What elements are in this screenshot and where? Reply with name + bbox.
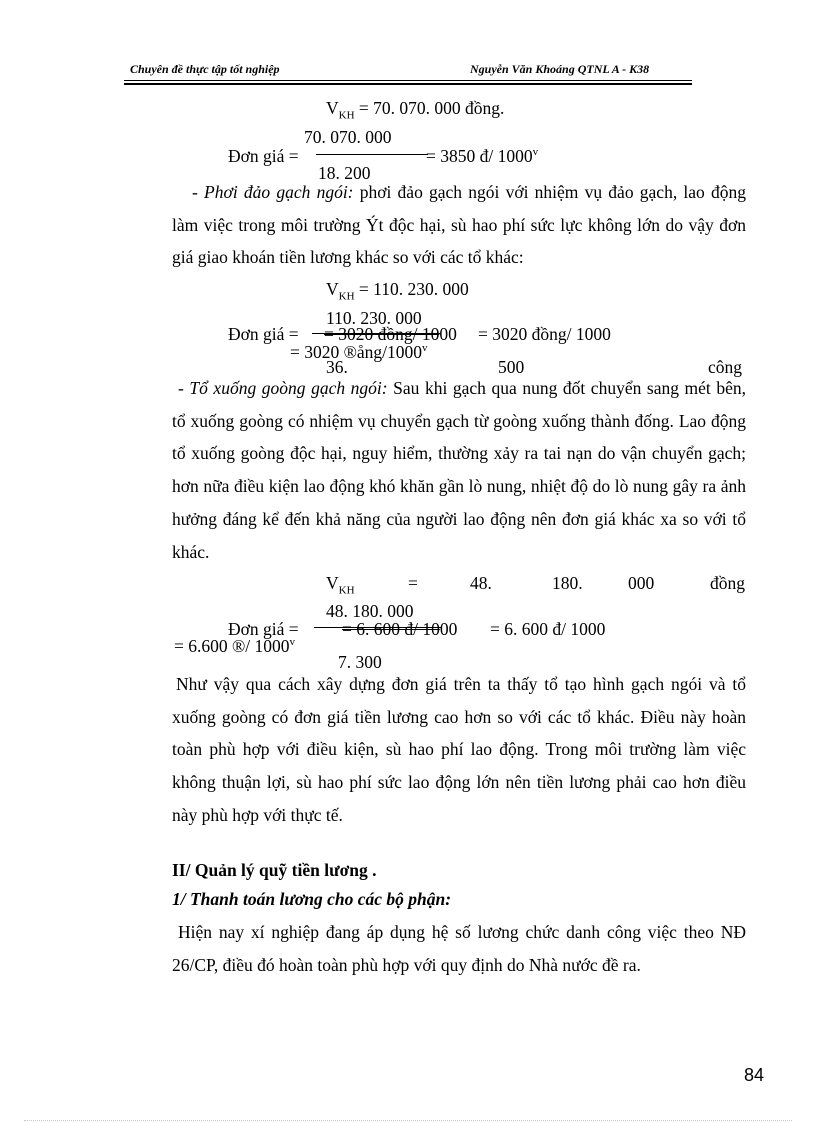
paragraph-phoi-dao — [172, 176, 746, 274]
fraction-denominator: 18. 200 — [318, 163, 371, 183]
struck-result: = 3020 đồng/ 1000 — [324, 324, 457, 344]
paragraph-lead: - Tổ xuống goòng gạch ngói: — [178, 378, 388, 398]
denominator-right: công — [708, 357, 743, 377]
don-gia-second-line: = 3020 ®ång/1000$^v$ — [290, 342, 428, 362]
paragraph-he-so-luong: Hiện nay xí nghiệp đang áp dụng hệ số lương chức danh công việc theo NĐ 26/CP, điều đó hoàn toàn phù hợp với quy định do Nhà nước đề ra. — [172, 922, 746, 975]
vkh-part-1: 48. — [470, 573, 492, 593]
paragraph-text: Sau khi gạch qua nung đốt chuyển sang mét bên, tổ xuống goòng có nhiệm vụ chuyển gạch từ goòng xuống thành đống. Lao động tổ xuống goòng độc hại, nguy hiểm, thường xảy ra tai nạn do vận chuyển gạch; hơn nữa điều kiện lao động khó khăn gần lò nung, nhiệt độ do lò nung gây ra ảnh hưởng đáng kể đến khả năng của người lao động nên đơn giá khác xa so với tổ khác. — [172, 378, 746, 562]
paragraph-xuong-goong — [172, 372, 746, 568]
denominator-mid: 500 — [498, 357, 525, 377]
vkh-value: = 110. 230. 000 — [354, 279, 469, 299]
fraction-numerator: 70. 070. 000 — [304, 127, 392, 147]
vkh-value: = 70. 070. 000 đồng. — [354, 98, 505, 118]
fraction-numerator: 48. 180. 000 — [326, 601, 414, 621]
page-bottom-rule — [24, 1120, 792, 1121]
paragraph-conclusion: Như vậy qua cách xây dựng đơn giá trên ta thấy tổ tạo hình gạch ngói và tổ xuống goòng có đơn giá tiền lương cao hơn so với các tổ khác. Điều này hoàn toàn phù hợp với điều kiện, sù hao phí lao động. Trong môi trường làm việc không thuận lợi, sù hao phí sức lao động lớn nên tiền lương phải cao hơn điều này phù hợp với thực tế. — [172, 674, 746, 825]
v-symbol: V — [326, 279, 339, 299]
page-number: 84 — [744, 1065, 765, 1085]
v-subscript: KH — [338, 109, 355, 122]
header-right: Nguyễn Văn Khoáng QTNL A - K38 — [470, 62, 650, 76]
don-gia-result: = 3850 đ/ 1000$^v$ — [426, 146, 539, 166]
vkh-symbol-3: $V_{KH}$ — [326, 573, 355, 597]
fraction-numerator: 110. 230. 000 — [326, 308, 422, 328]
vkh-part-2: 180. — [552, 573, 583, 593]
don-gia-label: Đơn giá = — [228, 619, 299, 639]
don-gia-label: Đơn giá = — [228, 146, 299, 166]
v-subscript: KH — [338, 290, 355, 303]
section-subheading: 1/ Thanh toán lương cho các bộ phận: — [172, 889, 452, 909]
header-rule — [124, 80, 692, 81]
don-gia-second-line: = 6.600 ®/ 1000$^v$ — [174, 636, 296, 656]
fraction-bar — [314, 627, 442, 628]
denominator-left: 36. — [326, 357, 348, 377]
vkh-line-2 — [326, 279, 469, 303]
header-left: Chuyên đề thực tập tốt nghiệp — [130, 62, 280, 76]
vkh-line-1 — [326, 98, 504, 122]
don-gia-result: = 3020 đồng/ 1000 — [478, 324, 611, 344]
fraction-denominator: 7. 300 — [338, 652, 382, 672]
vkh-unit: đồng — [710, 573, 745, 593]
section-heading: II/ Quản lý quỹ tiền lương . — [172, 860, 377, 880]
fraction-bar — [312, 333, 440, 334]
v-symbol: V — [326, 98, 339, 118]
paragraph-lead: - Phơi đảo gạch ngói: — [192, 182, 354, 202]
vkh-part-3: 000 — [628, 573, 655, 593]
struck-result: = 6. 600 đ/ 1000 — [342, 619, 458, 639]
fraction-bar — [316, 154, 428, 155]
vkh-equals: = — [408, 573, 418, 593]
don-gia-label: Đơn giá = — [228, 324, 299, 344]
don-gia-result: = 6. 600 đ/ 1000 — [490, 619, 606, 639]
header-rule-thick — [124, 83, 692, 85]
paragraph-text: phơi đảo gạch ngói với nhiệm vụ đảo gạch, lao động làm việc trong môi trường Ýt độc hại, sù hao phí sức lực không lớn do vậy đơn giá giao khoán tiền lương khác so với các tổ khác: — [172, 182, 746, 268]
